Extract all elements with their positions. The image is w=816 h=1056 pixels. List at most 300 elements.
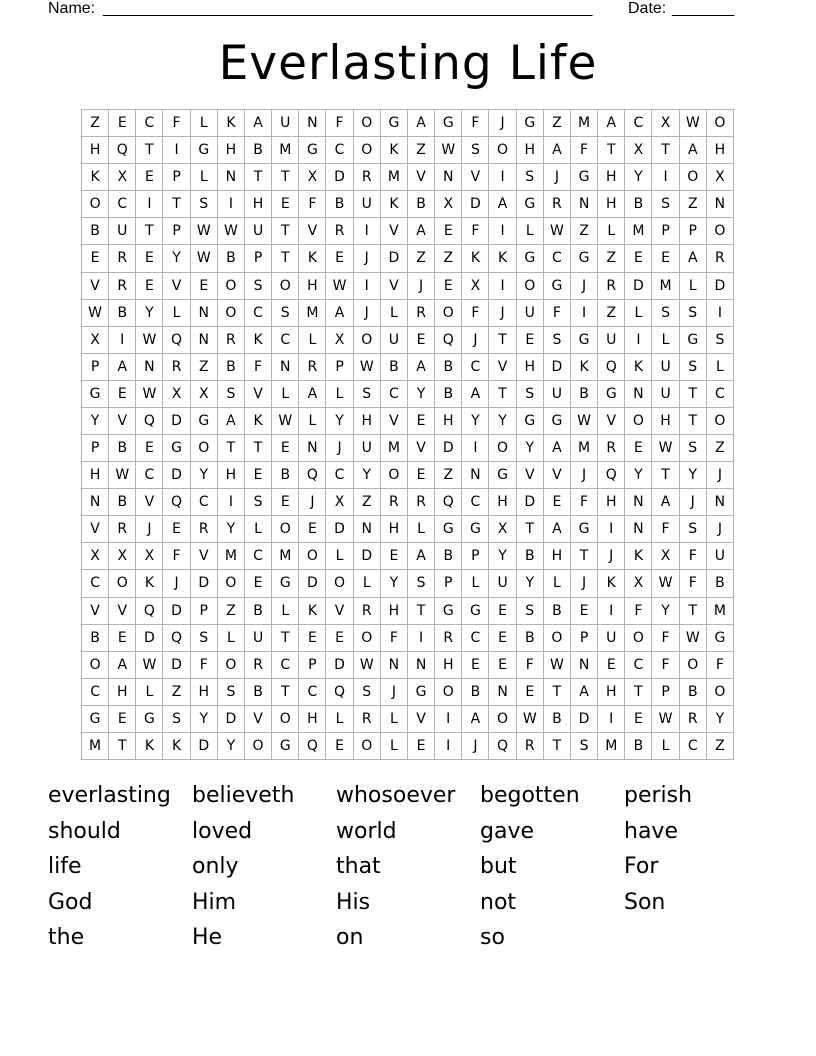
grid-cell: B (435, 381, 462, 408)
grid-cell: N (707, 191, 734, 218)
grid-cell: F (381, 625, 408, 652)
grid-cell: T (625, 679, 652, 706)
name-blank-line: _______________________________________________________ (103, 0, 593, 17)
grid-cell: G (82, 706, 109, 733)
grid-cell: N (272, 354, 299, 381)
grid-cell: G (517, 245, 544, 272)
word-list-item: should (48, 818, 121, 844)
grid-cell: J (299, 489, 326, 516)
grid-cell: T (489, 381, 516, 408)
grid-cell: J (707, 462, 734, 489)
grid-cell: J (598, 543, 625, 570)
grid-cell: H (489, 489, 516, 516)
grid-cell: O (544, 625, 571, 652)
grid-cell: U (354, 191, 381, 218)
grid-cell: V (191, 543, 218, 570)
grid-cell: G (191, 137, 218, 164)
word-list-item: but (480, 854, 517, 879)
grid-cell: E (408, 327, 435, 354)
grid-cell: T (544, 733, 571, 760)
date-blank-line: _______ (672, 0, 735, 17)
grid-cell: O (82, 652, 109, 679)
grid-cell: R (408, 300, 435, 327)
grid-cell: E (272, 489, 299, 516)
grid-cell: A (680, 137, 707, 164)
grid-cell: E (299, 625, 326, 652)
grid-cell: O (517, 273, 544, 300)
grid-cell: Q (163, 625, 190, 652)
grid-cell: E (435, 218, 462, 245)
grid-cell: G (544, 273, 571, 300)
grid-cell: V (544, 462, 571, 489)
date-label: Date: (628, 0, 667, 17)
grid-cell: D (326, 164, 353, 191)
grid-cell: N (354, 516, 381, 543)
grid-cell: N (625, 381, 652, 408)
grid-cell: S (680, 354, 707, 381)
grid-cell: L (191, 110, 218, 137)
grid-cell: W (326, 273, 353, 300)
grid-cell: G (462, 598, 489, 625)
grid-cell: K (163, 733, 190, 760)
grid-cell: Z (354, 489, 381, 516)
grid-cell: D (517, 489, 544, 516)
grid-cell: O (489, 435, 516, 462)
grid-cell: A (462, 706, 489, 733)
grid-cell: G (571, 245, 598, 272)
grid-cell: P (435, 570, 462, 597)
word-list-item: life (48, 854, 82, 879)
grid-cell: A (408, 354, 435, 381)
grid-cell: I (598, 516, 625, 543)
grid-cell: O (354, 110, 381, 137)
grid-cell: L (707, 354, 734, 381)
grid-cell: R (598, 435, 625, 462)
grid-cell: H (109, 679, 136, 706)
grid-cell: T (652, 462, 679, 489)
grid-cell: D (354, 543, 381, 570)
grid-cell: K (299, 245, 326, 272)
grid-cell: M (272, 543, 299, 570)
grid-cell: O (218, 300, 245, 327)
grid-cell: Y (354, 462, 381, 489)
grid-cell: U (517, 300, 544, 327)
word-list-item: Him (192, 889, 237, 915)
grid-cell: G (707, 625, 734, 652)
grid-cell: L (245, 516, 272, 543)
grid-cell: F (571, 137, 598, 164)
grid-cell: F (652, 625, 679, 652)
grid-cell: X (82, 543, 109, 570)
grid-cell: C (462, 625, 489, 652)
grid-cell: Q (136, 598, 163, 625)
grid-cell: B (435, 354, 462, 381)
grid-cell: Y (652, 598, 679, 625)
word-list-item: so (480, 925, 505, 950)
grid-cell: G (82, 381, 109, 408)
grid-cell: Y (163, 245, 190, 272)
grid-cell: X (707, 164, 734, 191)
grid-cell: K (218, 110, 245, 137)
grid-cell: R (109, 245, 136, 272)
grid-cell: L (272, 381, 299, 408)
grid-cell: T (652, 137, 679, 164)
grid-cell: N (462, 462, 489, 489)
grid-cell: U (707, 543, 734, 570)
grid-cell: D (571, 706, 598, 733)
grid-cell: J (680, 489, 707, 516)
word-list-item: believeth (192, 783, 295, 808)
grid-cell: K (82, 164, 109, 191)
grid-cell: Z (544, 110, 571, 137)
grid-cell: K (598, 570, 625, 597)
grid-cell: R (435, 625, 462, 652)
grid-cell: D (462, 191, 489, 218)
grid-cell: M (381, 435, 408, 462)
grid-cell: P (652, 679, 679, 706)
grid-cell: S (163, 706, 190, 733)
grid-cell: D (544, 354, 571, 381)
grid-cell: L (381, 300, 408, 327)
grid-cell: T (680, 408, 707, 435)
grid-cell: X (326, 327, 353, 354)
grid-cell: B (245, 137, 272, 164)
grid-cell: D (163, 598, 190, 625)
grid-cell: J (163, 570, 190, 597)
grid-cell: O (272, 706, 299, 733)
grid-cell: A (489, 191, 516, 218)
grid-cell: U (381, 327, 408, 354)
grid-cell: J (544, 164, 571, 191)
grid-cell: Z (707, 733, 734, 760)
grid-cell: F (191, 652, 218, 679)
grid-cell: G (571, 516, 598, 543)
grid-cell: W (680, 110, 707, 137)
grid-cell: L (354, 570, 381, 597)
grid-cell: H (82, 137, 109, 164)
grid-cell: F (163, 110, 190, 137)
grid-cell: R (191, 516, 218, 543)
grid-cell: V (326, 598, 353, 625)
grid-cell: O (680, 652, 707, 679)
grid-cell: N (381, 652, 408, 679)
grid-cell: S (680, 300, 707, 327)
grid-cell: U (598, 327, 625, 354)
grid-cell: T (136, 218, 163, 245)
grid-cell: N (625, 516, 652, 543)
grid-cell: L (191, 164, 218, 191)
grid-cell: I (462, 435, 489, 462)
grid-cell: J (571, 462, 598, 489)
grid-cell: S (652, 300, 679, 327)
grid-cell: A (462, 381, 489, 408)
grid-cell: Z (82, 110, 109, 137)
grid-cell: H (218, 462, 245, 489)
grid-cell: H (598, 191, 625, 218)
grid-cell: Z (435, 462, 462, 489)
grid-cell: E (245, 462, 272, 489)
grid-cell: Z (408, 245, 435, 272)
grid-cell: N (571, 191, 598, 218)
grid-cell: O (625, 408, 652, 435)
grid-cell: B (707, 570, 734, 597)
grid-cell: V (245, 706, 272, 733)
grid-cell: G (272, 733, 299, 760)
grid-cell: H (218, 137, 245, 164)
grid-cell: M (272, 137, 299, 164)
grid-cell: L (680, 273, 707, 300)
grid-cell: O (435, 300, 462, 327)
grid-cell: I (435, 706, 462, 733)
word-list-item: world (336, 818, 397, 844)
grid-cell: T (136, 137, 163, 164)
grid-cell: D (163, 462, 190, 489)
grid-cell: S (544, 327, 571, 354)
grid-cell: N (625, 489, 652, 516)
grid-cell: B (82, 625, 109, 652)
grid-cell: W (680, 625, 707, 652)
grid-cell: B (109, 435, 136, 462)
grid-cell: H (598, 679, 625, 706)
grid-cell: Z (707, 435, 734, 462)
grid-cell: A (109, 354, 136, 381)
grid-cell: J (489, 110, 516, 137)
word-list-item: God (48, 889, 93, 915)
grid-cell: Y (489, 543, 516, 570)
grid-cell: X (625, 137, 652, 164)
grid-cell: A (680, 245, 707, 272)
grid-cell: I (163, 137, 190, 164)
grid-cell: S (680, 435, 707, 462)
grid-cell: M (707, 598, 734, 625)
grid-cell: K (136, 570, 163, 597)
grid-cell: M (598, 733, 625, 760)
grid-cell: F (299, 191, 326, 218)
word-list-item: that (336, 854, 381, 879)
grid-cell: C (272, 327, 299, 354)
grid-cell: T (544, 679, 571, 706)
grid-cell: G (462, 516, 489, 543)
grid-cell: D (218, 706, 245, 733)
grid-cell: T (598, 137, 625, 164)
grid-cell: H (517, 137, 544, 164)
grid-cell: R (245, 652, 272, 679)
grid-cell: K (381, 191, 408, 218)
grid-cell: R (680, 706, 707, 733)
grid-cell: W (354, 354, 381, 381)
grid-cell: R (517, 733, 544, 760)
grid-cell: I (571, 300, 598, 327)
grid-cell: H (435, 652, 462, 679)
grid-cell: I (489, 273, 516, 300)
grid-cell: E (109, 381, 136, 408)
grid-cell: E (82, 245, 109, 272)
word-list-item: have (624, 818, 678, 844)
grid-cell: E (326, 245, 353, 272)
grid-cell: X (326, 489, 353, 516)
grid-cell: H (544, 543, 571, 570)
grid-cell: R (299, 354, 326, 381)
grid-cell: W (136, 652, 163, 679)
grid-cell: U (245, 218, 272, 245)
grid-cell: L (544, 570, 571, 597)
word-list-item: Son (624, 889, 666, 915)
grid-cell: W (82, 300, 109, 327)
grid-cell: W (544, 652, 571, 679)
grid-cell: R (598, 273, 625, 300)
word-list-item: gave (480, 818, 535, 844)
grid-cell: I (109, 327, 136, 354)
grid-cell: Y (326, 408, 353, 435)
grid-cell: G (571, 164, 598, 191)
grid-cell: I (598, 706, 625, 733)
grid-cell: N (191, 300, 218, 327)
grid-cell: Q (163, 489, 190, 516)
grid-cell: V (381, 273, 408, 300)
grid-cell: K (625, 543, 652, 570)
grid-cell: E (408, 462, 435, 489)
grid-cell: O (82, 191, 109, 218)
grid-cell: W (544, 218, 571, 245)
grid-cell: T (571, 543, 598, 570)
grid-cell: E (544, 489, 571, 516)
grid-cell: H (82, 462, 109, 489)
grid-cell: Z (680, 191, 707, 218)
grid-cell: C (680, 733, 707, 760)
grid-cell: N (707, 489, 734, 516)
grid-cell: E (408, 408, 435, 435)
grid-cell: P (163, 164, 190, 191)
grid-cell: O (707, 218, 734, 245)
grid-cell: B (272, 462, 299, 489)
grid-cell: H (354, 408, 381, 435)
grid-cell: N (408, 652, 435, 679)
grid-cell: P (680, 218, 707, 245)
grid-cell: L (299, 327, 326, 354)
grid-cell: I (489, 164, 516, 191)
grid-cell: F (462, 300, 489, 327)
grid-cell: C (299, 679, 326, 706)
grid-cell: W (354, 652, 381, 679)
grid-cell: D (136, 625, 163, 652)
grid-cell: H (652, 408, 679, 435)
grid-cell: J (326, 435, 353, 462)
grid-cell: S (517, 598, 544, 625)
grid-cell: L (218, 625, 245, 652)
grid-cell: W (571, 408, 598, 435)
grid-cell: V (408, 164, 435, 191)
grid-cell: T (272, 164, 299, 191)
grid-cell: O (218, 570, 245, 597)
grid-cell: L (326, 381, 353, 408)
grid-cell: R (381, 489, 408, 516)
word-list-item: loved (192, 818, 253, 844)
grid-cell: L (462, 570, 489, 597)
grid-cell: G (489, 462, 516, 489)
grid-cell: T (272, 679, 299, 706)
grid-cell: Y (218, 516, 245, 543)
grid-cell: U (652, 381, 679, 408)
grid-cell: S (571, 733, 598, 760)
grid-cell: C (109, 191, 136, 218)
grid-cell: I (625, 327, 652, 354)
grid-cell: S (245, 273, 272, 300)
grid-cell: J (707, 516, 734, 543)
grid-cell: C (245, 543, 272, 570)
grid-cell: Z (191, 354, 218, 381)
grid-cell: T (408, 598, 435, 625)
grid-cell: X (489, 516, 516, 543)
grid-cell: M (299, 300, 326, 327)
word-list-item: on (336, 925, 364, 950)
grid-cell: L (326, 543, 353, 570)
grid-cell: O (191, 435, 218, 462)
grid-cell: B (109, 300, 136, 327)
grid-cell: R (109, 516, 136, 543)
grid-cell: X (191, 381, 218, 408)
grid-cell: V (489, 354, 516, 381)
grid-cell: H (299, 273, 326, 300)
grid-cell: B (82, 218, 109, 245)
grid-cell: S (707, 327, 734, 354)
grid-cell: D (191, 733, 218, 760)
grid-cell: X (163, 381, 190, 408)
grid-cell: G (517, 408, 544, 435)
grid-cell: L (163, 300, 190, 327)
grid-cell: Z (218, 598, 245, 625)
grid-cell: O (680, 164, 707, 191)
grid-cell: V (163, 273, 190, 300)
grid-cell: Z (163, 679, 190, 706)
grid-cell: O (272, 516, 299, 543)
grid-cell: P (82, 435, 109, 462)
grid-cell: O (381, 462, 408, 489)
grid-cell: Q (489, 733, 516, 760)
grid-cell: E (136, 273, 163, 300)
grid-cell: Y (191, 462, 218, 489)
grid-cell: F (544, 300, 571, 327)
grid-cell: Y (707, 706, 734, 733)
grid-cell: E (598, 652, 625, 679)
grid-cell: A (571, 679, 598, 706)
grid-cell: I (408, 625, 435, 652)
grid-cell: B (517, 543, 544, 570)
grid-cell: G (680, 327, 707, 354)
grid-cell: X (136, 543, 163, 570)
grid-cell: B (218, 354, 245, 381)
grid-cell: T (489, 327, 516, 354)
grid-cell: T (109, 733, 136, 760)
grid-cell: B (625, 191, 652, 218)
word-list-item: the (48, 925, 85, 950)
grid-cell: V (517, 462, 544, 489)
grid-cell: F (652, 516, 679, 543)
grid-cell: D (326, 652, 353, 679)
grid-cell: H (299, 706, 326, 733)
grid-cell: W (136, 327, 163, 354)
grid-cell: I (652, 164, 679, 191)
grid-cell: D (191, 570, 218, 597)
grid-cell: H (435, 408, 462, 435)
grid-cell: J (381, 679, 408, 706)
grid-cell: B (571, 381, 598, 408)
grid-cell: G (517, 191, 544, 218)
grid-cell: K (571, 354, 598, 381)
grid-cell: X (652, 110, 679, 137)
grid-cell: A (299, 381, 326, 408)
grid-cell: A (245, 110, 272, 137)
grid-cell: V (82, 516, 109, 543)
